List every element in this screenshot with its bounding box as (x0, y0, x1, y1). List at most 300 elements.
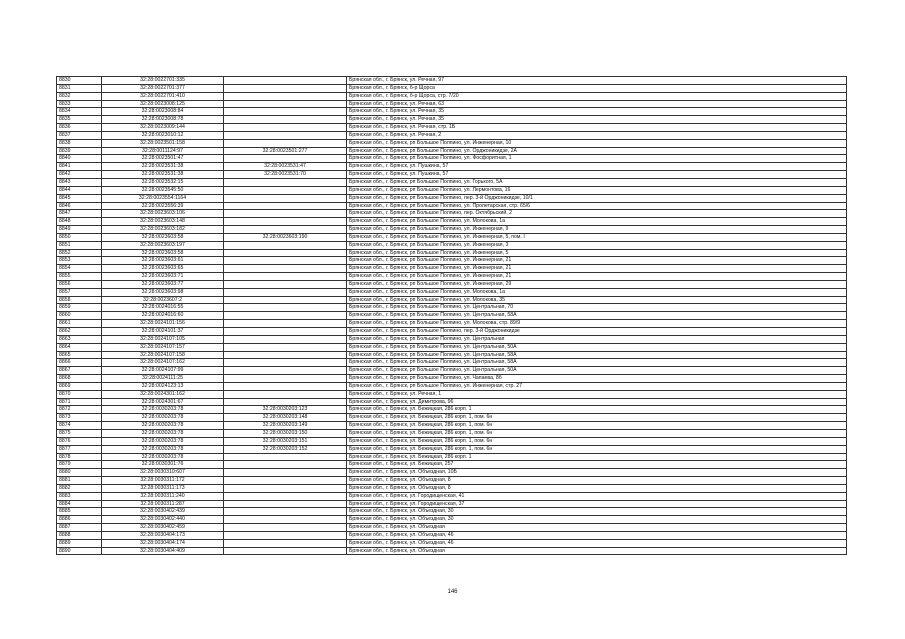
related-cadastral-number-cell (224, 524, 347, 532)
row-number-cell: 8886 (57, 516, 102, 524)
table-row (57, 178, 847, 186)
row-number-cell: 8855 (57, 273, 102, 281)
address-cell: Брянская обл., г. Брянск, ул. Городищенская, 37 (347, 500, 847, 508)
row-number-cell: 8862 (57, 328, 102, 336)
related-cadastral-number-cell (224, 382, 347, 390)
row-number-cell: 8840 (57, 155, 102, 163)
row-number-cell: 8869 (57, 382, 102, 390)
address-cell: Брянская обл., г. Брянск, ул. Пушкина, 57 (347, 171, 847, 179)
address-cell: Брянская обл., г. Брянск, рп Большое Полпино, пер. Октябрьский, 2 (347, 210, 847, 218)
related-cadastral-number-cell (224, 375, 347, 383)
row-number-cell: 8848 (57, 218, 102, 226)
address-cell: Брянская обл., г. Брянск, ул. Объездная (347, 547, 847, 555)
table-row (57, 492, 847, 500)
row-number-cell: 8880 (57, 469, 102, 477)
row-number-cell: 8856 (57, 280, 102, 288)
related-cadastral-number-cell (224, 139, 347, 147)
cadastral-number-cell: 32:28:0030301:76 (102, 461, 224, 469)
cadastral-number-cell: 32:28:0023531:38 (102, 163, 224, 171)
related-cadastral-number-cell (224, 304, 347, 312)
row-number-cell: 8875 (57, 429, 102, 437)
table-row (57, 531, 847, 539)
related-cadastral-number-cell (224, 320, 347, 328)
address-cell: Брянская обл., г. Брянск, рп Большое Полпино, ул. Молокова, 1а (347, 218, 847, 226)
cadastral-number-cell: 32:28:0023603:182 (102, 226, 224, 234)
row-number-cell: 8844 (57, 186, 102, 194)
cadastral-number-cell: 32:28:0024016:55 (102, 304, 224, 312)
row-number-cell: 8859 (57, 304, 102, 312)
row-number-cell: 8883 (57, 492, 102, 500)
cadastral-number-cell: 32:28:0023531:38 (102, 171, 224, 179)
table-row (57, 194, 847, 202)
related-cadastral-number-cell: 32:28:0030203:148 (224, 414, 347, 422)
cadastral-number-cell: 32:28:0030402:440 (102, 516, 224, 524)
related-cadastral-number-cell (224, 84, 347, 92)
cadastral-number-cell: 32:28:0024123:13 (102, 382, 224, 390)
cadastral-number-cell: 32:28:0023603:197 (102, 241, 224, 249)
row-number-cell: 8877 (57, 445, 102, 453)
cadastral-number-cell: 32:28:0024101:156 (102, 320, 224, 328)
cadastral-number-cell: 32:28:0024111:25 (102, 375, 224, 383)
table-row (57, 147, 847, 155)
cadastral-number-cell: 32:28:0030311:172 (102, 477, 224, 485)
row-number-cell: 8838 (57, 139, 102, 147)
table-row (57, 280, 847, 288)
row-number-cell: 8842 (57, 171, 102, 179)
table-row (57, 382, 847, 390)
cadastral-number-cell: 32:28:0030402:439 (102, 508, 224, 516)
address-cell: Брянская обл., г. Брянск, рп Большое Полпино, ул. Центральная (347, 335, 847, 343)
related-cadastral-number-cell (224, 241, 347, 249)
table-row (57, 288, 847, 296)
related-cadastral-number-cell: 32:28:0023501:277 (224, 147, 347, 155)
related-cadastral-number-cell (224, 100, 347, 108)
table-row (57, 320, 847, 328)
cadastral-number-cell: 32:28:0023008:125 (102, 100, 224, 108)
address-cell: Брянская обл., г. Брянск, рп Большое Полпино, ул. Чапаева, 8б (347, 375, 847, 383)
related-cadastral-number-cell (224, 500, 347, 508)
cadastral-number-cell: 32:28:0030203:78 (102, 429, 224, 437)
address-cell: Брянская обл., г. Брянск, рп Большое Полпино, ул. Инженерная, 21 (347, 265, 847, 273)
cadastral-number-cell: 32:28:0030203:78 (102, 453, 224, 461)
table-row (57, 469, 847, 477)
cadastral-number-cell: 32:28:0024107:162 (102, 359, 224, 367)
row-number-cell: 8841 (57, 163, 102, 171)
table-row (57, 265, 847, 273)
cadastral-number-cell: 32:28:0023554:1164 (102, 194, 224, 202)
related-cadastral-number-cell (224, 367, 347, 375)
row-number-cell: 8873 (57, 414, 102, 422)
cadastral-number-cell: 32:28:0024301:67 (102, 398, 224, 406)
address-cell: Брянская обл., г. Брянск, рп Большое Полпино, ул. Инженерная, 5 (347, 249, 847, 257)
row-number-cell: 8887 (57, 524, 102, 532)
related-cadastral-number-cell (224, 351, 347, 359)
cadastral-number-cell: 32:28:0030311:287 (102, 500, 224, 508)
cadastral-number-cell: 32:28:0024107:157 (102, 343, 224, 351)
row-number-cell: 8830 (57, 77, 102, 85)
address-cell: Брянская обл., г. Брянск, рп Большое Полпино, ул. Инженерная, 5, пом. I (347, 233, 847, 241)
table-row (57, 108, 847, 116)
related-cadastral-number-cell (224, 124, 347, 132)
related-cadastral-number-cell (224, 131, 347, 139)
related-cadastral-number-cell (224, 178, 347, 186)
related-cadastral-number-cell: 32:28:0030203:123 (224, 406, 347, 414)
row-number-cell: 8833 (57, 100, 102, 108)
row-number-cell: 8837 (57, 131, 102, 139)
address-cell: Брянская обл., г. Брянск, ул. Бежицкая, 286 корп. 1, пом. 6н (347, 437, 847, 445)
cadastral-number-cell: 32:28:0030311:173 (102, 484, 224, 492)
row-number-cell: 8857 (57, 288, 102, 296)
table-row (57, 84, 847, 92)
related-cadastral-number-cell (224, 492, 347, 500)
row-number-cell: 8843 (57, 178, 102, 186)
cadastral-number-cell: 32:28:0024016:60 (102, 312, 224, 320)
row-number-cell: 8872 (57, 406, 102, 414)
related-cadastral-number-cell (224, 265, 347, 273)
table-row (57, 163, 847, 171)
table-row (57, 453, 847, 461)
table-row (57, 406, 847, 414)
row-number-cell: 8881 (57, 477, 102, 485)
table-row (57, 257, 847, 265)
cadastral-number-cell: 32:28:0023008:78 (102, 116, 224, 124)
related-cadastral-number-cell (224, 108, 347, 116)
address-cell: Брянская обл., г. Брянск, рп Большое Полпино, ул. Центральная, 50А (347, 343, 847, 351)
row-number-cell: 8876 (57, 437, 102, 445)
address-cell: Брянская обл., г. Брянск, ул. Объездная, 46 (347, 539, 847, 547)
row-number-cell: 8847 (57, 210, 102, 218)
row-number-cell: 8852 (57, 249, 102, 257)
cadastral-number-cell: 32:28:0030203:78 (102, 406, 224, 414)
table-row (57, 171, 847, 179)
table-row (57, 422, 847, 430)
related-cadastral-number-cell: 32:28:0030203:152 (224, 445, 347, 453)
row-number-cell: 8889 (57, 539, 102, 547)
related-cadastral-number-cell (224, 328, 347, 336)
cadastral-number-cell: 32:28:0024101:37 (102, 328, 224, 336)
row-number-cell: 8878 (57, 453, 102, 461)
table-row (57, 116, 847, 124)
address-cell: Брянская обл., г. Брянск, ул. Пушкина, 57 (347, 163, 847, 171)
table-row (57, 226, 847, 234)
related-cadastral-number-cell (224, 116, 347, 124)
address-cell: Брянская обл., г. Брянск, ул. Бежицкая, 286 корп. 1, пом. 6н (347, 414, 847, 422)
table-row (57, 547, 847, 555)
cadastral-number-cell: 32:28:0022701:377 (102, 84, 224, 92)
address-cell: Брянская обл., г. Брянск, ул. Речная, 63 (347, 100, 847, 108)
row-number-cell: 8849 (57, 226, 102, 234)
table-row (57, 186, 847, 194)
cadastral-number-cell: 32:28:0023545:50 (102, 186, 224, 194)
related-cadastral-number-cell (224, 335, 347, 343)
table-row (57, 484, 847, 492)
address-cell: Брянская обл., г. Брянск, ул. Бежицкая, 257 (347, 461, 847, 469)
table-row (57, 328, 847, 336)
related-cadastral-number-cell (224, 531, 347, 539)
related-cadastral-number-cell (224, 484, 347, 492)
address-cell: Брянская обл., г. Брянск, рп Большое Полпино, ул. Орджоникидзе, 2А (347, 147, 847, 155)
cadastral-number-cell: 32:28:0023607:2 (102, 296, 224, 304)
related-cadastral-number-cell (224, 469, 347, 477)
address-cell: Брянская обл., г. Брянск, ул. Речная, 2 (347, 131, 847, 139)
row-number-cell: 8882 (57, 484, 102, 492)
related-cadastral-number-cell: 32:28:0030203:149 (224, 422, 347, 430)
cadastral-number-cell: 32:28:0024107:158 (102, 351, 224, 359)
cadastral-number-cell: 32:28:0023603:61 (102, 257, 224, 265)
page-number: 146 (447, 589, 458, 595)
related-cadastral-number-cell: 32:28:0023531:47 (224, 163, 347, 171)
cadastral-number-cell: 32:28:0011124:97 (102, 147, 224, 155)
row-number-cell: 8858 (57, 296, 102, 304)
address-cell: Брянская обл., г. Брянск, ул. Объездная, 46 (347, 531, 847, 539)
table-row (57, 139, 847, 147)
related-cadastral-number-cell (224, 210, 347, 218)
row-number-cell: 8890 (57, 547, 102, 555)
row-number-cell: 8885 (57, 508, 102, 516)
address-cell: Брянская обл., г. Брянск, ул. Объездная, 8 (347, 484, 847, 492)
cadastral-number-cell: 32:28:0023603:65 (102, 265, 224, 273)
table-row (57, 312, 847, 320)
row-number-cell: 8864 (57, 343, 102, 351)
address-cell: Брянская обл., г. Брянск, рп Большое Полпино, ул. Центральная, 50А (347, 367, 847, 375)
related-cadastral-number-cell (224, 398, 347, 406)
row-number-cell: 8831 (57, 84, 102, 92)
address-cell: Брянская обл., г. Брянск, ул. Бежицкая, 286 корп. 1, пом. 6н (347, 422, 847, 430)
related-cadastral-number-cell (224, 343, 347, 351)
address-cell: Брянская обл., г. Брянск, ул. Объездная, 30 (347, 516, 847, 524)
cadastral-number-cell: 32:28:0030203:78 (102, 437, 224, 445)
cadastral-number-cell: 32:28:0024107:99 (102, 367, 224, 375)
address-cell: Брянская обл., г. Брянск, рп Большое Полпино, ул. Инженерная, 21 (347, 273, 847, 281)
row-number-cell: 8884 (57, 500, 102, 508)
table-row (57, 437, 847, 445)
address-cell: Брянская обл., г. Брянск, ул. Бежицкая, 286 корп. 1 (347, 453, 847, 461)
address-cell: Брянская обл., г. Брянск, ул. Бежицкая, 286 корп. 1, пом. 6н (347, 429, 847, 437)
table-row (57, 500, 847, 508)
related-cadastral-number-cell (224, 508, 347, 516)
table-row (57, 77, 847, 85)
cadastral-number-cell: 32:28:0023009:144 (102, 124, 224, 132)
cadastral-number-cell: 32:28:0023603:106 (102, 210, 224, 218)
address-cell: Брянская обл., г. Брянск, ул. Объездная, 8 (347, 477, 847, 485)
table-row (57, 445, 847, 453)
cadastral-number-cell: 32:28:0030311:240 (102, 492, 224, 500)
table-row (57, 351, 847, 359)
table-row (57, 414, 847, 422)
table-row (57, 367, 847, 375)
table-row (57, 249, 847, 257)
related-cadastral-number-cell: 32:28:0023531:70 (224, 171, 347, 179)
table-row (57, 359, 847, 367)
table-row (57, 273, 847, 281)
table-row (57, 296, 847, 304)
row-number-cell: 8846 (57, 202, 102, 210)
related-cadastral-number-cell (224, 257, 347, 265)
table-row (57, 124, 847, 132)
related-cadastral-number-cell (224, 312, 347, 320)
cadastral-number-cell: 32:28:0030310:607 (102, 469, 224, 477)
table-row (57, 524, 847, 532)
address-cell: Брянская обл., г. Брянск, рп Большое Полпино, ул. Центральная, 70 (347, 304, 847, 312)
cadastral-number-cell: 32:28:0023603:98 (102, 288, 224, 296)
cadastral-table-body (57, 77, 847, 555)
cadastral-number-cell: 32:28:0022701:335 (102, 77, 224, 85)
related-cadastral-number-cell (224, 296, 347, 304)
cadastral-number-cell: 32:28:0023603:71 (102, 273, 224, 281)
cadastral-number-cell: 32:28:0023556:39 (102, 202, 224, 210)
address-cell: Брянская обл., г. Брянск, рп Большое Полпино, ул. Молокова, 1а (347, 288, 847, 296)
related-cadastral-number-cell (224, 461, 347, 469)
table-row (57, 375, 847, 383)
row-number-cell: 8835 (57, 116, 102, 124)
cadastral-number-cell: 32:28:0030203:78 (102, 414, 224, 422)
table-row (57, 155, 847, 163)
address-cell: Брянская обл., г. Брянск, ул. Объездная, 10Б (347, 469, 847, 477)
cadastral-number-cell: 32:28:0030404:409 (102, 547, 224, 555)
address-cell: Брянская обл., г. Брянск, рп Большое Полпино, ул. Пролетарская, стр. 65/6 (347, 202, 847, 210)
cadastral-number-cell: 32:28:0023603:58 (102, 233, 224, 241)
address-cell: Брянская обл., г. Брянск, рп Большое Полпино, ул. Горького, 5А (347, 178, 847, 186)
cadastral-number-cell: 32:28:0023532:15 (102, 178, 224, 186)
table-row (57, 390, 847, 398)
related-cadastral-number-cell (224, 226, 347, 234)
table-row (57, 100, 847, 108)
cadastral-number-cell: 32:28:0024107:105 (102, 335, 224, 343)
address-cell: Брянская обл., г. Брянск, ул. Объездная, 30 (347, 508, 847, 516)
address-cell: Брянская обл., г. Брянск, ул. Объездная (347, 524, 847, 532)
table-row (57, 233, 847, 241)
table-row (57, 539, 847, 547)
address-cell: Брянская обл., г. Брянск, рп Большое Полпино, ул. Инженерная, 9 (347, 226, 847, 234)
address-cell: Брянская обл., г. Брянск, рп Большое Полпино, ул. Инженерная, 29 (347, 280, 847, 288)
related-cadastral-number-cell: 32:28:0030203:150 (224, 429, 347, 437)
row-number-cell: 8867 (57, 367, 102, 375)
related-cadastral-number-cell: 32:28:0030203:151 (224, 437, 347, 445)
row-number-cell: 8850 (57, 233, 102, 241)
row-number-cell: 8839 (57, 147, 102, 155)
cadastral-number-cell: 32:28:0030203:78 (102, 422, 224, 430)
table-row (57, 218, 847, 226)
address-cell: Брянская обл., г. Брянск, ул. Речная, стр. 1Б (347, 124, 847, 132)
cadastral-number-cell: 32:28:0023010:12 (102, 131, 224, 139)
address-cell: Брянская обл., г. Брянск, ул. Речная, 35 (347, 108, 847, 116)
table-row (57, 508, 847, 516)
address-cell: Брянская обл., г. Брянск, ул. Бежицкая, 286 корп. 1, пом. 6н (347, 445, 847, 453)
cadastral-number-cell: 32:28:0023501:158 (102, 139, 224, 147)
cadastral-number-cell: 32:28:0023008:84 (102, 108, 224, 116)
row-number-cell: 8861 (57, 320, 102, 328)
table-row (57, 398, 847, 406)
table-row (57, 429, 847, 437)
related-cadastral-number-cell (224, 202, 347, 210)
table-row (57, 92, 847, 100)
related-cadastral-number-cell (224, 453, 347, 461)
cadastral-table (56, 76, 847, 555)
row-number-cell: 8865 (57, 351, 102, 359)
cadastral-number-cell: 32:28:0030404:173 (102, 531, 224, 539)
row-number-cell: 8879 (57, 461, 102, 469)
cadastral-number-cell: 32:28:0024301:162 (102, 390, 224, 398)
related-cadastral-number-cell (224, 516, 347, 524)
cadastral-number-cell: 32:28:0030402:459 (102, 524, 224, 532)
row-number-cell: 8854 (57, 265, 102, 273)
address-cell: Брянская обл., г. Брянск, рп Большое Полпино, пер. 3-й Орджоникидзе, 10/1 (347, 194, 847, 202)
address-cell: Брянская обл., г. Брянск, рп Большое Полпино, пер. 3-й Орджоникидзе (347, 328, 847, 336)
cadastral-number-cell: 32:28:0023501:47 (102, 155, 224, 163)
address-cell: Брянская обл., г. Брянск, ул. Городищенская, 41 (347, 492, 847, 500)
row-number-cell: 8868 (57, 375, 102, 383)
address-cell: Брянская обл., г. Брянск, ул. Речная, 97 (347, 77, 847, 85)
address-cell: Брянская обл., г. Брянск, ул. Речная, 35 (347, 116, 847, 124)
address-cell: Брянская обл., г. Брянск, рп Большое Полпино, ул. Центральная, 58А (347, 312, 847, 320)
row-number-cell: 8888 (57, 531, 102, 539)
address-cell: Брянская обл., г. Брянск, ул. Речная, 1 (347, 390, 847, 398)
cadastral-number-cell: 32:28:0022701:410 (102, 92, 224, 100)
row-number-cell: 8871 (57, 398, 102, 406)
address-cell: Брянская обл., г. Брянск, рп Большое Полпино, ул. Молокова, стр. 89/9 (347, 320, 847, 328)
row-number-cell: 8853 (57, 257, 102, 265)
cadastral-number-cell: 32:28:0023603:148 (102, 218, 224, 226)
related-cadastral-number-cell (224, 539, 347, 547)
address-cell: Брянская обл., г. Брянск, рп Большое Полпино, ул. Молокова, 35 (347, 296, 847, 304)
related-cadastral-number-cell (224, 390, 347, 398)
row-number-cell: 8851 (57, 241, 102, 249)
row-number-cell: 8863 (57, 335, 102, 343)
table-row (57, 343, 847, 351)
address-cell: Брянская обл., г. Брянск, б-р Щорса (347, 84, 847, 92)
related-cadastral-number-cell (224, 186, 347, 194)
related-cadastral-number-cell (224, 477, 347, 485)
related-cadastral-number-cell (224, 92, 347, 100)
address-cell: Брянская обл., г. Брянск, ул. Бежицкая, 286 корп. 1 (347, 406, 847, 414)
related-cadastral-number-cell (224, 359, 347, 367)
table-row (57, 210, 847, 218)
related-cadastral-number-cell (224, 288, 347, 296)
cadastral-number-cell: 32:28:0030203:78 (102, 445, 224, 453)
table-row (57, 241, 847, 249)
address-cell: Брянская обл., г. Брянск, рп Большое Полпино, ул. Центральная, 58А (347, 359, 847, 367)
related-cadastral-number-cell (224, 249, 347, 257)
row-number-cell: 8834 (57, 108, 102, 116)
address-cell: Брянская обл., г. Брянск, рп Большое Полпино, ул. Инженерная, 10 (347, 139, 847, 147)
row-number-cell: 8836 (57, 124, 102, 132)
related-cadastral-number-cell: 32:28:0023603:190 (224, 233, 347, 241)
row-number-cell: 8870 (57, 390, 102, 398)
cadastral-number-cell: 32:28:0023603:77 (102, 280, 224, 288)
row-number-cell: 8860 (57, 312, 102, 320)
table-row (57, 131, 847, 139)
table-row (57, 304, 847, 312)
cadastral-number-cell: 32:28:0023603:58 (102, 249, 224, 257)
related-cadastral-number-cell (224, 273, 347, 281)
related-cadastral-number-cell (224, 77, 347, 85)
table-row (57, 477, 847, 485)
related-cadastral-number-cell (224, 280, 347, 288)
row-number-cell: 8845 (57, 194, 102, 202)
related-cadastral-number-cell (224, 194, 347, 202)
address-cell: Брянская обл., г. Брянск, рп Большое Полпино, ул. Инженерная, 3 (347, 241, 847, 249)
related-cadastral-number-cell (224, 155, 347, 163)
address-cell: Брянская обл., г. Брянск, б-р Щорса, стр. 7/20 (347, 92, 847, 100)
related-cadastral-number-cell (224, 547, 347, 555)
row-number-cell: 8832 (57, 92, 102, 100)
address-cell: Брянская обл., г. Брянск, рп Большое Полпино, ул. Инженерная, 21 (347, 257, 847, 265)
address-cell: Брянская обл., г. Брянск, ул. Димитрова, 96 (347, 398, 847, 406)
table-row (57, 335, 847, 343)
row-number-cell: 8874 (57, 422, 102, 430)
related-cadastral-number-cell (224, 218, 347, 226)
cadastral-number-cell: 32:28:0030404:174 (102, 539, 224, 547)
